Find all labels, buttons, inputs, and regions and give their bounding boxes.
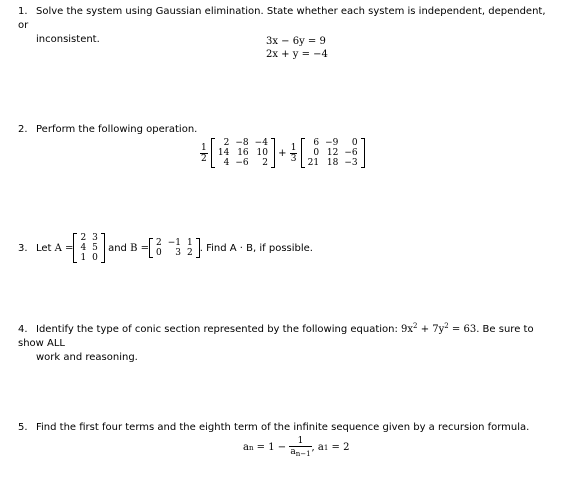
question-text: Perform the following operation.	[36, 124, 198, 135]
question-text-continued: work and reasoning.	[36, 352, 138, 363]
matrix-1: 2 −8 −4 14 16 10 4 −6 2	[211, 138, 275, 168]
question-text-continued: inconsistent.	[36, 34, 100, 45]
matrix-a-label: A =	[54, 242, 74, 254]
question-4	[18, 319, 553, 365]
question-text-after: . Be sure to show ALL	[18, 324, 534, 349]
recursion-fraction: $\frac{1}{a_{n-1}}$	[290, 436, 311, 458]
question-text: . Find A · B, if possible.	[199, 242, 313, 254]
matrix-b: 2 −1 1 0 3 2	[149, 238, 200, 258]
question-number: 5.	[18, 422, 28, 433]
question-text: Identify the type of conic section represented by the following equation:	[36, 324, 402, 335]
recursion-formula: a n = 1 − $\frac{1}{a_{n-1}}$ , a 1 = 2	[243, 436, 350, 458]
matrix-operation	[200, 138, 365, 168]
let-label: Let	[36, 242, 52, 254]
equation-2: 2x + y = −4	[266, 49, 328, 60]
equation-1: 3x − 6y = 9	[266, 36, 326, 47]
matrix-b-label: B =	[130, 242, 150, 254]
conic-equation: $9x^2 + 7y^2 = 63$	[401, 322, 477, 335]
question-3	[18, 233, 313, 263]
question-5	[18, 421, 553, 435]
question-number: 2.	[18, 124, 28, 135]
fraction-one-third: $\frac{1}{3}$	[290, 142, 297, 164]
and-label: and	[108, 242, 127, 254]
question-1-line1	[18, 5, 553, 33]
matrix-2: 6 −9 0 0 12 −6 21 18 −3	[301, 138, 365, 168]
question-number: 1.	[18, 6, 28, 17]
plus-sign: +	[278, 148, 287, 159]
question-2	[18, 123, 553, 137]
question-text: Solve the system using Gaussian elimination. State whether each system is independent, dependent, or	[18, 6, 546, 31]
question-text: Find the first four terms and the eighth term of the infinite sequence given by a recursion formula.	[36, 422, 530, 433]
question-4-line1	[18, 319, 553, 351]
question-number: 4.	[18, 324, 28, 335]
question-number: 3.	[18, 242, 28, 254]
fraction-one-half: $\frac{1}{2}$	[201, 142, 207, 164]
system-of-equations	[266, 35, 328, 61]
matrix-a: 2 3 4 5 1 0	[73, 233, 104, 263]
